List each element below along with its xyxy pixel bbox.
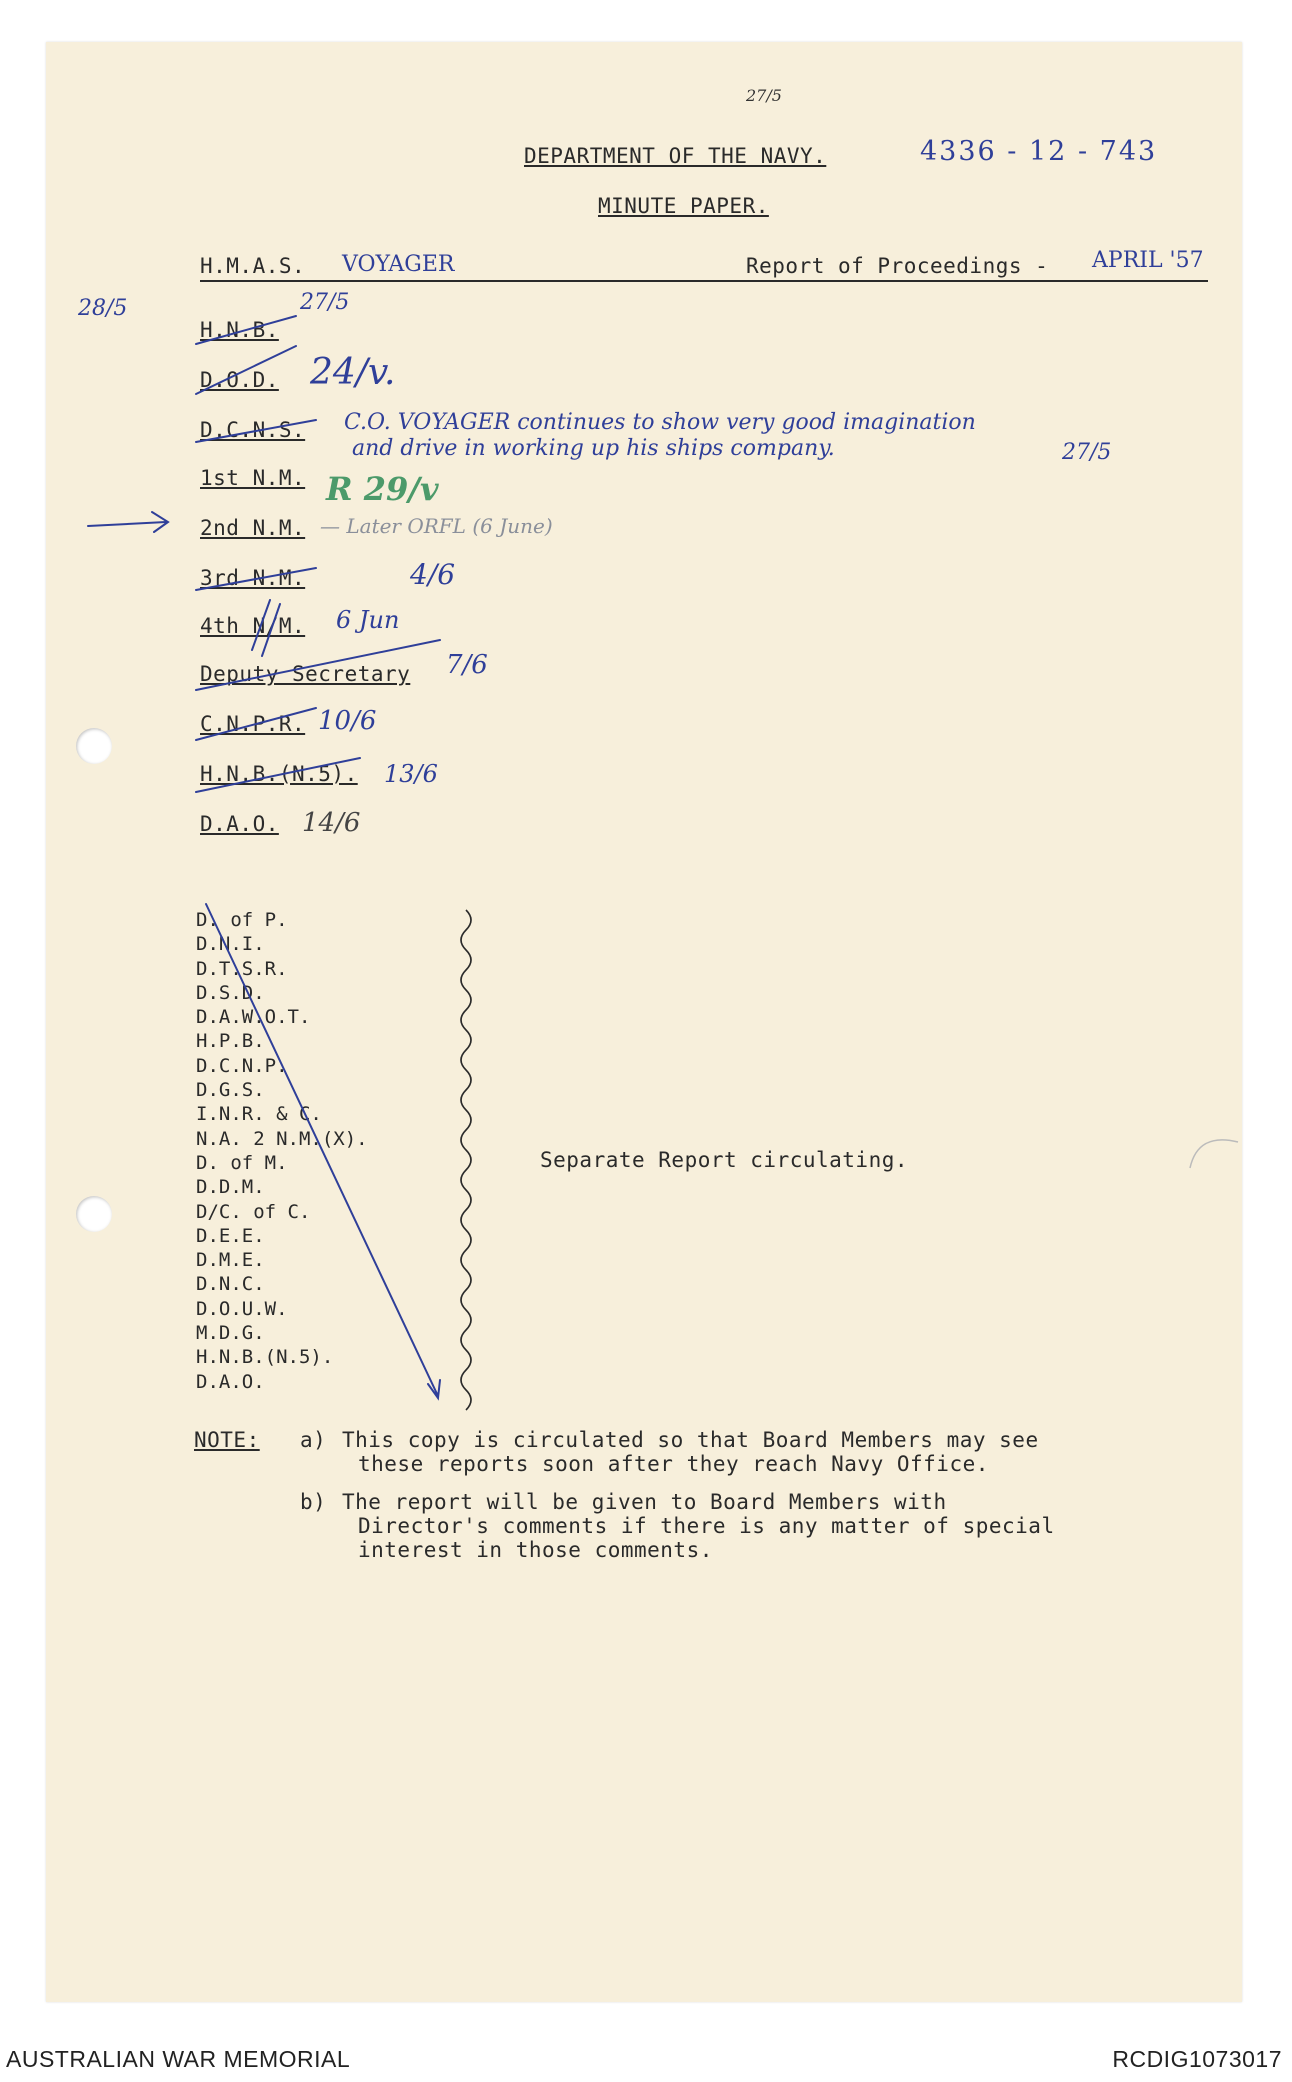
strike-3rd-nm (196, 568, 316, 590)
routing-cnpr-note: 10/6 (318, 706, 377, 736)
distribution-item: D. of M. (196, 1151, 288, 1174)
routing-dod-note: 24/v. (310, 352, 396, 393)
footer-source: AUSTRALIAN WAR MEMORIAL (6, 2046, 351, 2072)
strike-hnb (196, 316, 296, 344)
routing-2nd-nm-note: — Later ORFL (6 June) (320, 514, 553, 538)
distribution-item: D.E.E. (196, 1224, 265, 1247)
dcns-comment-sign: 27/5 (1062, 440, 1112, 465)
routing-hnb-n5-note: 13/6 (384, 760, 438, 788)
distribution-item: D.N.C. (196, 1273, 265, 1296)
distribution-item: D.M.E. (196, 1249, 265, 1272)
distribution-item: D.S.D. (196, 981, 265, 1004)
routing-dcns: D.C.N.S. (200, 418, 306, 442)
routing-3rd-nm-note: 4/6 (410, 558, 456, 591)
routing-3rd-nm: 3rd N.M. (200, 566, 306, 590)
note-a-marker: a) (300, 1428, 327, 1452)
minute-paper-title: MINUTE PAPER. (598, 194, 769, 218)
note-b-marker: b) (300, 1490, 327, 1514)
margin-initial: 28/5 (78, 296, 128, 321)
note-b-line2: Director's comments if there is any matter of special (358, 1514, 1055, 1538)
distribution-item: D. of P. (196, 909, 288, 931)
routing-cnpr: C.N.P.R. (200, 712, 306, 736)
distribution-item: D.C.N.P. (196, 1054, 288, 1077)
distribution-brace (461, 910, 471, 1410)
dcns-comment-line1: C.O. VOYAGER continues to show very good imagination (344, 410, 976, 435)
distribution-item: D.O.U.W. (196, 1297, 288, 1320)
strike-dcns (196, 420, 316, 442)
top-initial: 27/5 (746, 86, 782, 105)
arrow-icon (88, 512, 168, 532)
routing-hnb-note: 27/5 (300, 290, 350, 315)
distribution-item: D/C. of C. (196, 1200, 311, 1223)
routing-dao-note: 14/6 (302, 808, 361, 838)
note-label: NOTE: (194, 1428, 260, 1452)
report-label: Report of Proceedings - (746, 254, 1049, 278)
distribution-item: H.P.B. (196, 1030, 265, 1053)
separate-report-text: Separate Report circulating. (540, 1148, 909, 1172)
note-a-line2: these reports soon after they reach Navy Office. (358, 1452, 989, 1476)
distribution-item: I.N.R. & C. (196, 1103, 322, 1126)
routing-1st-nm-note: R 29/v (326, 470, 439, 508)
routing-1st-nm: 1st N.M. (200, 466, 306, 490)
routing-4th-nm-note: 6 Jun (336, 606, 400, 634)
distribution-item: D.A.O. (196, 1370, 265, 1393)
routing-deputy-secretary-note: 7/6 (446, 650, 488, 680)
routing-deputy-secretary: Deputy Secretary (200, 662, 411, 686)
distribution-item: D.T.S.R. (196, 957, 288, 980)
distribution-item: N.A. 2 N.M.(X). (196, 1127, 368, 1150)
distribution-item: D.N.I. (196, 933, 265, 956)
routing-dao: D.A.O. (200, 812, 279, 836)
strike-deputy-secretary (196, 640, 440, 690)
note-b-line3: interest in those comments. (358, 1538, 713, 1562)
distribution-item: D.G.S. (196, 1079, 265, 1102)
routing-4th-nm: 4th N/M. (200, 614, 306, 638)
strike-4th-nm (252, 600, 280, 656)
routing-hnb-n5: H.N.B.(N.5). (200, 762, 358, 786)
note-a-line1: This copy is circulated so that Board Members may see (342, 1428, 1039, 1452)
distribution-item: H.N.B.(N.5). (196, 1346, 334, 1369)
ship-name: VOYAGER (342, 252, 455, 277)
distribution-item: D.A.W.O.T. (196, 1006, 311, 1029)
footer-reference: RCDIG1073017 (1112, 2046, 1282, 2072)
note-b-line1: The report will be given to Board Members with (342, 1490, 947, 1514)
ship-label: H.M.A.S. (200, 254, 306, 278)
strike-hnb-n5 (196, 758, 360, 792)
department-heading: DEPARTMENT OF THE NAVY. (524, 144, 827, 168)
distribution-item: D.D.M. (196, 1176, 265, 1199)
file-number: 4336 - 12 - 743 (920, 136, 1158, 167)
distribution-strike-line (206, 904, 440, 1398)
routing-hnb: H.N.B. (200, 318, 279, 342)
strike-dod (196, 346, 296, 394)
routing-dod: D.O.D. (200, 368, 279, 392)
routing-2nd-nm: 2nd N.M. (200, 516, 306, 540)
paper-edge-mark (1190, 1140, 1238, 1168)
dcns-comment-line2: and drive in working up his ships company. (352, 436, 835, 461)
distribution-item: M.D.G. (196, 1322, 265, 1345)
strike-cnpr (196, 708, 316, 740)
report-month: APRIL '57 (1092, 248, 1204, 273)
